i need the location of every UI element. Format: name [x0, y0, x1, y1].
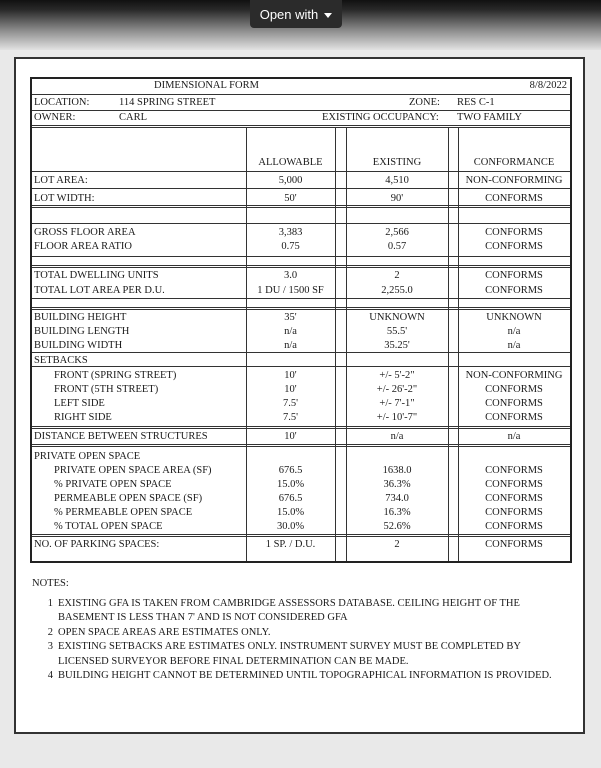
conformance-value: CONFORMS — [485, 539, 543, 550]
occupancy-value: TWO FAMILY — [457, 112, 522, 123]
note-number: 1 — [47, 597, 53, 609]
note-text — [58, 640, 521, 669]
allowable-value: 7.5' — [282, 412, 299, 423]
note-item — [32, 640, 577, 669]
row-divider — [32, 256, 570, 257]
allowable-value: 10' — [284, 384, 297, 395]
row-label: % TOTAL OPEN SPACE — [54, 521, 163, 532]
row-divider — [32, 267, 570, 268]
divider — [32, 94, 570, 95]
row-label: TOTAL LOT AREA PER D.U. — [34, 285, 165, 296]
note-line: EXISTING SETBACKS ARE ESTIMATES ONLY. INSTRUMENT SURVEY MUST BE COMPLETED BY — [58, 641, 521, 652]
conformance-value: n/a — [507, 340, 521, 351]
document-page — [14, 57, 585, 734]
conformance-value: CONFORMS — [485, 412, 543, 423]
existing-value: 90' — [390, 193, 404, 204]
allowable-value: 7.5' — [282, 398, 299, 409]
existing-value: 2,566 — [385, 227, 409, 238]
conformance-value: CONFORMS — [485, 465, 543, 476]
owner-label: OWNER: — [34, 112, 76, 123]
existing-value: 52.6% — [383, 521, 411, 532]
allowable-value: 10' — [284, 431, 297, 442]
existing-value: +/- 7'-1" — [379, 398, 415, 409]
location-label: LOCATION: — [34, 97, 90, 108]
row-label: FRONT (5TH STREET) — [54, 384, 159, 395]
row-divider — [32, 426, 570, 427]
conformance-value: CONFORMS — [485, 521, 543, 532]
conformance-value: CONFORMS — [485, 193, 543, 204]
zone-label: ZONE: — [409, 97, 440, 108]
existing-value: UNKNOWN — [369, 312, 425, 323]
allowable-value: 3.0 — [283, 270, 298, 281]
chevron-down-icon — [324, 13, 332, 18]
row-label: % PRIVATE OPEN SPACE — [54, 479, 172, 490]
note-line: OPEN SPACE AREAS ARE ESTIMATES ONLY. — [58, 626, 271, 638]
existing-value: 2 — [394, 539, 400, 550]
allowable-value: 0.75 — [281, 241, 300, 252]
row-label: PERMEABLE OPEN SPACE (SF) — [54, 493, 203, 504]
note-line: BASEMENT IS LESS THAN 7' AND IS NOT CONSIDERED GFA — [58, 612, 348, 623]
row-divider — [32, 536, 570, 537]
conformance-value: CONFORMS — [485, 493, 543, 504]
note-text — [58, 669, 552, 684]
allowable-value: 15.0% — [276, 507, 305, 518]
row-label: LOT AREA: — [34, 175, 88, 186]
note-number: 3 — [47, 641, 53, 652]
allowable-value: 676.5 — [278, 465, 303, 476]
row-label: FRONT (SPRING STREET) — [54, 370, 177, 381]
row-label: BUILDING HEIGHT — [34, 312, 127, 323]
row-label: LEFT SIDE — [54, 398, 105, 409]
divider — [32, 127, 570, 128]
row-label: PRIVATE OPEN SPACE AREA (SF) — [54, 465, 212, 476]
open-with-button[interactable] — [250, 0, 342, 28]
row-divider — [32, 188, 570, 189]
conformance-value: CONFORMS — [485, 507, 543, 518]
allowable-value: 676.5 — [278, 493, 303, 504]
conformance-value: CONFORMS — [485, 285, 543, 296]
notes-section — [32, 577, 577, 684]
row-label: % PERMEABLE OPEN SPACE — [54, 507, 193, 518]
row-divider — [32, 309, 570, 310]
conformance-value: n/a — [507, 326, 521, 337]
allowable-value: n/a — [284, 326, 297, 337]
existing-value: +/- 5'-2" — [379, 370, 415, 381]
row-divider — [32, 428, 570, 429]
existing-value: 16.3% — [383, 507, 411, 518]
row-label: GROSS FLOOR AREA — [34, 227, 136, 238]
open-with-label: Open with — [259, 6, 319, 22]
row-divider — [32, 446, 570, 447]
owner-value: CARL — [119, 112, 148, 123]
row-label: TOTAL DWELLING UNITS — [34, 270, 159, 281]
allowable-value: 5,000 — [278, 175, 303, 186]
allowable-value: 1 SP. / D.U. — [265, 539, 316, 550]
allowable-value: 3,383 — [278, 227, 303, 238]
row-label: BUILDING WIDTH — [34, 340, 123, 351]
row-label: SETBACKS — [34, 355, 88, 366]
divider — [32, 125, 570, 126]
row-label: LOT WIDTH: — [34, 193, 95, 204]
note-item — [32, 597, 577, 626]
note-item — [32, 669, 577, 684]
conformance-value: UNKNOWN — [486, 312, 542, 323]
note-number: 4 — [47, 670, 53, 681]
allowable-value: 35' — [284, 312, 297, 323]
form-title: DIMENSIONAL FORM — [154, 80, 259, 91]
location-value: 114 SPRING STREET — [119, 97, 216, 108]
conformance-value: CONFORMS — [485, 227, 543, 238]
conformance-value: NON-CONFORMING — [465, 175, 563, 186]
form-date: 8/8/2022 — [529, 80, 567, 91]
divider — [32, 110, 570, 111]
conformance-value: CONFORMS — [485, 479, 543, 490]
allowable-value: 30.0% — [276, 521, 305, 532]
existing-value: 2 — [394, 270, 400, 281]
row-divider — [32, 366, 570, 367]
row-label: DISTANCE BETWEEN STRUCTURES — [34, 431, 208, 442]
column-divider — [335, 127, 336, 561]
existing-value: 35.25' — [384, 340, 410, 351]
existing-value: +/- 10'-7" — [376, 412, 418, 423]
note-text — [58, 626, 271, 641]
note-line: LICENSED SURVEYOR BEFORE FINAL DETERMINATION CAN BE MADE. — [58, 655, 409, 667]
header-allowable: ALLOWABLE — [258, 157, 323, 168]
allowable-value: 1 DU / 1500 SF — [257, 285, 324, 296]
note-item — [32, 626, 577, 641]
row-divider — [32, 307, 570, 308]
existing-value: 0.57 — [387, 241, 407, 252]
row-label: BUILDING LENGTH — [34, 326, 130, 337]
existing-value: 36.3% — [383, 479, 411, 490]
note-text — [58, 597, 520, 626]
dimensional-form-table — [30, 77, 572, 563]
notes-title: NOTES: — [32, 578, 69, 589]
conformance-value: NON-CONFORMING — [465, 370, 563, 381]
conformance-value: CONFORMS — [485, 384, 543, 395]
row-divider — [32, 171, 570, 172]
existing-value: n/a — [390, 431, 404, 442]
note-line: BUILDING HEIGHT CANNOT BE DETERMINED UNTIL TOPOGRAPHICAL INFORMATION IS PROVIDED. — [58, 670, 552, 681]
existing-value: +/- 26'-2" — [376, 384, 418, 395]
existing-value: 2,255.0 — [381, 285, 413, 296]
allowable-value: n/a — [284, 340, 297, 351]
row-label: FLOOR AREA RATIO — [34, 241, 133, 252]
row-divider — [32, 298, 570, 299]
viewer-toolbar — [0, 0, 601, 50]
row-divider — [32, 205, 570, 206]
existing-value: 4,510 — [385, 175, 409, 186]
existing-value: 55.5' — [386, 326, 408, 337]
note-number: 2 — [47, 626, 53, 638]
row-divider — [32, 265, 570, 266]
row-divider — [32, 444, 570, 445]
conformance-value: CONFORMS — [485, 241, 543, 252]
row-divider — [32, 352, 570, 353]
column-divider — [448, 127, 449, 561]
row-divider — [32, 223, 570, 224]
row-label: PRIVATE OPEN SPACE — [34, 451, 141, 462]
header-conformance: CONFORMANCE — [473, 157, 555, 168]
row-label: RIGHT SIDE — [54, 412, 112, 423]
row-divider — [32, 534, 570, 535]
occupancy-label: EXISTING OCCUPANCY: — [322, 112, 439, 123]
allowable-value: 50' — [284, 193, 297, 204]
conformance-value: n/a — [507, 431, 521, 442]
existing-value: 1638.0 — [382, 465, 412, 476]
row-label: NO. OF PARKING SPACES: — [34, 539, 160, 550]
row-divider — [32, 207, 570, 208]
conformance-value: CONFORMS — [485, 398, 543, 409]
allowable-value: 10' — [284, 370, 297, 381]
allowable-value: 15.0% — [276, 479, 305, 490]
conformance-value: CONFORMS — [485, 270, 543, 281]
note-line: EXISTING GFA IS TAKEN FROM CAMBRIDGE ASSESSORS DATABASE. CEILING HEIGHT OF THE — [58, 597, 520, 609]
existing-value: 734.0 — [385, 493, 409, 504]
header-existing: EXISTING — [372, 157, 422, 168]
zone-value: RES C-1 — [457, 97, 495, 108]
